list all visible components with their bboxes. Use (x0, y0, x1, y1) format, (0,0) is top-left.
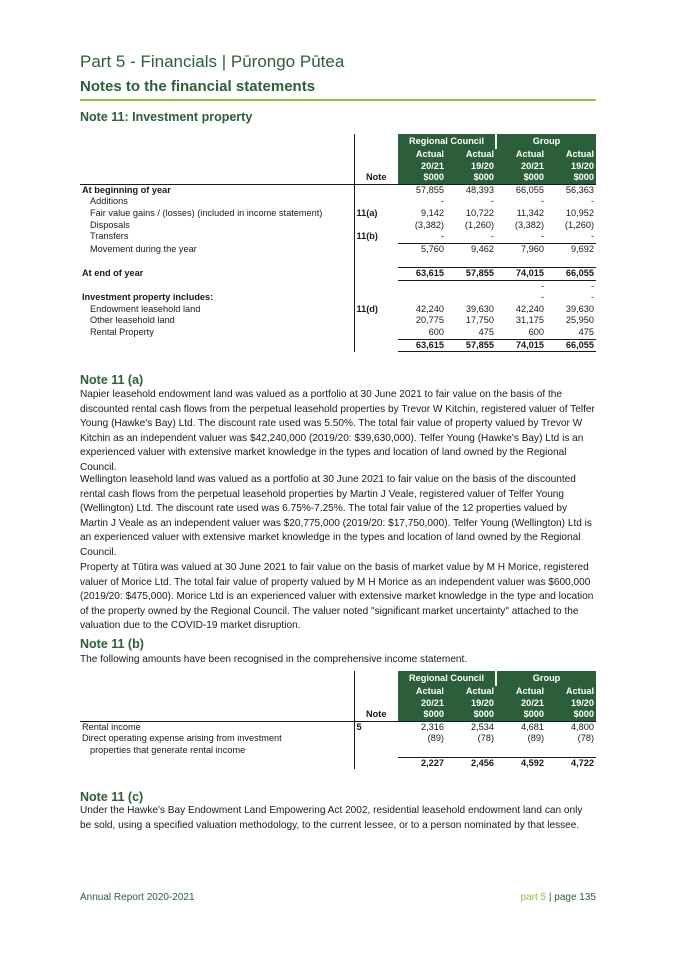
cell-value (496, 745, 546, 757)
cell-value: 2,316 (398, 721, 446, 733)
cell-value: - (398, 231, 446, 243)
row-note (354, 339, 398, 352)
cell-value: 2,456 (471, 757, 495, 768)
row-note (354, 184, 398, 196)
cell-value (398, 292, 446, 304)
cell-value: - (590, 196, 595, 207)
row-note (354, 327, 398, 339)
row-label: Disposals (90, 219, 130, 230)
col-header-actual: Actual (398, 149, 446, 161)
cell-value (446, 745, 496, 757)
cell-value: - (446, 231, 496, 243)
group-regional-council: Regional Council (398, 671, 496, 686)
col-header-actual: Actual (496, 686, 546, 698)
cell-value: 42,240 (515, 303, 545, 314)
cell-value: 48,393 (446, 184, 496, 196)
cell-value (398, 745, 446, 757)
row-label: Transfers (90, 231, 129, 242)
footer-page-number (521, 892, 596, 903)
row-label (80, 339, 354, 352)
cell-value: 57,855 (446, 339, 496, 352)
col-header-note: Note (354, 172, 398, 184)
footer-page: page 135 (554, 892, 596, 903)
col-header-unit: $000 (398, 709, 446, 721)
cell-value: - (440, 196, 444, 207)
cell-value: - (490, 196, 495, 207)
cell-value: 42,240 (415, 303, 444, 314)
cell-value: 66,055 (546, 267, 596, 280)
col-header-year: 20/21 (398, 698, 446, 710)
note-11b-title: Note 11 (b) (80, 637, 144, 651)
cell-value: 31,175 (515, 315, 545, 326)
row-note (354, 757, 398, 769)
cell-value: - (540, 280, 545, 291)
cell-value: 475 (446, 327, 496, 339)
cell-value: 17,750 (465, 315, 495, 326)
col-header-year: 19/20 (546, 698, 596, 710)
cell-value: 66,055 (496, 184, 546, 196)
col-header-year: 20/21 (398, 161, 446, 173)
row-label: At end of year (82, 267, 144, 278)
col-header-year: 19/20 (446, 698, 496, 710)
section-title: Notes to the financial statements (80, 78, 316, 95)
cell-value: - (590, 292, 595, 303)
row-label: Movement during the year (90, 243, 197, 254)
cell-value: (1,260) (464, 219, 495, 230)
col-header-unit: $000 (398, 172, 446, 184)
cell-value: 25,950 (565, 315, 595, 326)
cell-value: 9,462 (471, 243, 495, 254)
col-header-unit: $000 (446, 709, 496, 721)
row-label: Rental Property (90, 327, 154, 338)
cell-value: 63,615 (398, 267, 446, 280)
cell-value: (1,260) (564, 219, 595, 230)
group-group: Group (496, 671, 596, 686)
cell-value: 66,055 (546, 339, 596, 352)
cell-value: 7,960 (521, 243, 545, 254)
row-note (354, 733, 398, 745)
cell-value: 600 (398, 327, 446, 339)
cell-value: 10,722 (465, 207, 495, 218)
col-header-year: 20/21 (496, 698, 546, 710)
col-header-unit: $000 (496, 709, 546, 721)
note-11c-title: Note 11 (c) (80, 790, 144, 804)
cell-value: - (540, 196, 545, 207)
row-note: 11(a) (354, 208, 398, 220)
row-note (354, 745, 398, 757)
row-label: Rental income (80, 721, 354, 733)
note-11b-intro: The following amounts have been recognised in the comprehensive income statement. (80, 654, 468, 665)
cell-value: 20,775 (415, 315, 444, 326)
cell-value: 4,722 (571, 757, 595, 768)
cell-value: - (496, 231, 546, 243)
group-group: Group (496, 134, 596, 149)
part-title: Part 5 - Financials | Pūrongo Pūtea (80, 52, 345, 71)
cell-value: 10,952 (565, 207, 595, 218)
cell-value (446, 292, 496, 304)
row-note: 11(b) (354, 231, 398, 243)
investment-property-table (80, 134, 596, 352)
cell-value: 2,227 (421, 757, 444, 768)
title-rule (80, 99, 596, 101)
cell-value: 57,855 (398, 184, 446, 196)
cell-value: 39,630 (465, 303, 495, 314)
cell-value: 475 (546, 327, 596, 339)
row-label: Additions (90, 196, 128, 207)
row-label: Direct operating expense arising from investment (82, 733, 282, 744)
cell-value: 9,142 (421, 207, 444, 218)
cell-value: - (540, 292, 545, 303)
footer-separator: | (546, 892, 555, 903)
row-label (80, 757, 354, 769)
cell-value: (89) (527, 733, 545, 744)
col-header-actual: Actual (546, 149, 596, 161)
group-regional-council: Regional Council (398, 134, 496, 149)
cell-value: (3,382) (514, 219, 545, 230)
row-note (354, 196, 398, 208)
row-label: Investment property includes: (82, 292, 214, 303)
cell-value: (89) (427, 733, 444, 744)
row-note (354, 220, 398, 232)
col-header-actual: Actual (496, 149, 546, 161)
footer-report-title: Annual Report 2020-2021 (80, 892, 195, 903)
cell-value: 39,630 (565, 303, 595, 314)
cell-value: - (590, 280, 595, 291)
note-11a-paragraph-tutira: Property at Tūtira was valued at 30 June 2021 to fair value on the basis of market value by M H Morice, registered valuer of Morice Ltd. The total fair value of property valued by M H Morice as an independent valuer was $600,000 (2019/20: $475,000). Morice Ltd is an experienced valuer with extensive market knowledge in the type and location of the property owned by the Regional Council. The valuer noted "significant market uncertainty" attached to the valuation due to the COVID-19 market disruption. (80, 562, 594, 631)
row-note: 5 (354, 721, 398, 733)
col-header-unit: $000 (546, 709, 596, 721)
cell-value: 4,681 (496, 721, 546, 733)
note-11a-paragraph-wellington: Wellington leasehold land was valued as a portfolio at 30 June 2021 to fair value on the basis of the discounted rental cash flows from the perpetual leasehold properties by Martin J Veale, registered valuer of Telfer Young (Wellington) Ltd. The discount rate used was 6.75%-7.25%. The total fair value of the 12 properties valued by Martin J Veale as an independent valuer was $20,775,000 (2019/20: $17,750,000). Telfer Young (Wellington) Ltd is an experienced valuer with extensive market knowledge in the types and location of land owned by the Regional Council. (80, 474, 592, 558)
cell-value: (3,382) (414, 219, 444, 230)
cell-value: (78) (477, 733, 495, 744)
cell-value: 74,015 (496, 339, 546, 352)
cell-value (546, 745, 596, 757)
cell-value: 4,592 (521, 757, 545, 768)
row-label: properties that generate rental income (90, 745, 246, 756)
col-header-unit: $000 (496, 172, 546, 184)
col-header-year: 20/21 (496, 161, 546, 173)
col-header-actual: Actual (446, 686, 496, 698)
cell-value: 600 (496, 327, 546, 339)
col-header-actual: Actual (546, 686, 596, 698)
note-11a-paragraph-napier: Napier leasehold endowment land was valued as a portfolio at 30 June 2021 to fair value on the basis of the discounted rental cash flows from the perpetual leasehold properties by Trevor W Kitchin, registered valuer of Telfer Young (Hawke's Bay) Ltd. The discount rate used was 5.50%. The total fair value of property valued by Trevor W Kitchin as an independent valuer was $42,240,000 (2019/20: $39,630,000). Telfer Young (Hawke's Bay) Ltd is an experienced valuer with extensive market knowledge in the types and location of land owned by the Regional Council. (80, 389, 595, 473)
cell-value: 5,760 (421, 243, 444, 254)
row-label: Other leasehold land (90, 315, 175, 326)
row-note (354, 315, 398, 327)
cell-value: 74,015 (496, 267, 546, 280)
cell-value: (78) (577, 733, 595, 744)
rental-income-table (80, 671, 596, 769)
row-label: Fair value gains / (losses) (included in income statement) (90, 207, 323, 218)
cell-value: 2,534 (446, 721, 496, 733)
col-header-actual: Actual (398, 686, 446, 698)
cell-value: 56,363 (546, 184, 596, 196)
col-header-year: 19/20 (546, 161, 596, 173)
row-note (354, 267, 398, 280)
note-11-title: Note 11: Investment property (80, 110, 253, 124)
cell-value: 9,692 (571, 243, 595, 254)
note-11a-title: Note 11 (a) (80, 373, 144, 387)
col-header-unit: $000 (546, 172, 596, 184)
col-header-note: Note (354, 709, 398, 721)
row-note: 11(d) (354, 304, 398, 316)
col-header-unit: $000 (446, 172, 496, 184)
cell-value: 63,615 (398, 339, 446, 352)
cell-value: 11,342 (516, 207, 545, 218)
row-note (354, 292, 398, 304)
cell-value: - (546, 231, 596, 243)
row-label: At beginning of year (80, 184, 354, 196)
row-label: Endowment leasehold land (90, 303, 201, 314)
note-11c-paragraph: Under the Hawke's Bay Endowment Land Empowering Act 2002, residential leasehold endowment land can only be sold, using a specified valuation methodology, to the current lessee, or to a person nominated by that lessee. (80, 805, 583, 831)
col-header-year: 19/20 (446, 161, 496, 173)
col-header-actual: Actual (446, 149, 496, 161)
cell-value: 4,800 (546, 721, 596, 733)
footer-section: part 5 (520, 892, 547, 903)
cell-value: 57,855 (446, 267, 496, 280)
row-note (354, 243, 398, 255)
